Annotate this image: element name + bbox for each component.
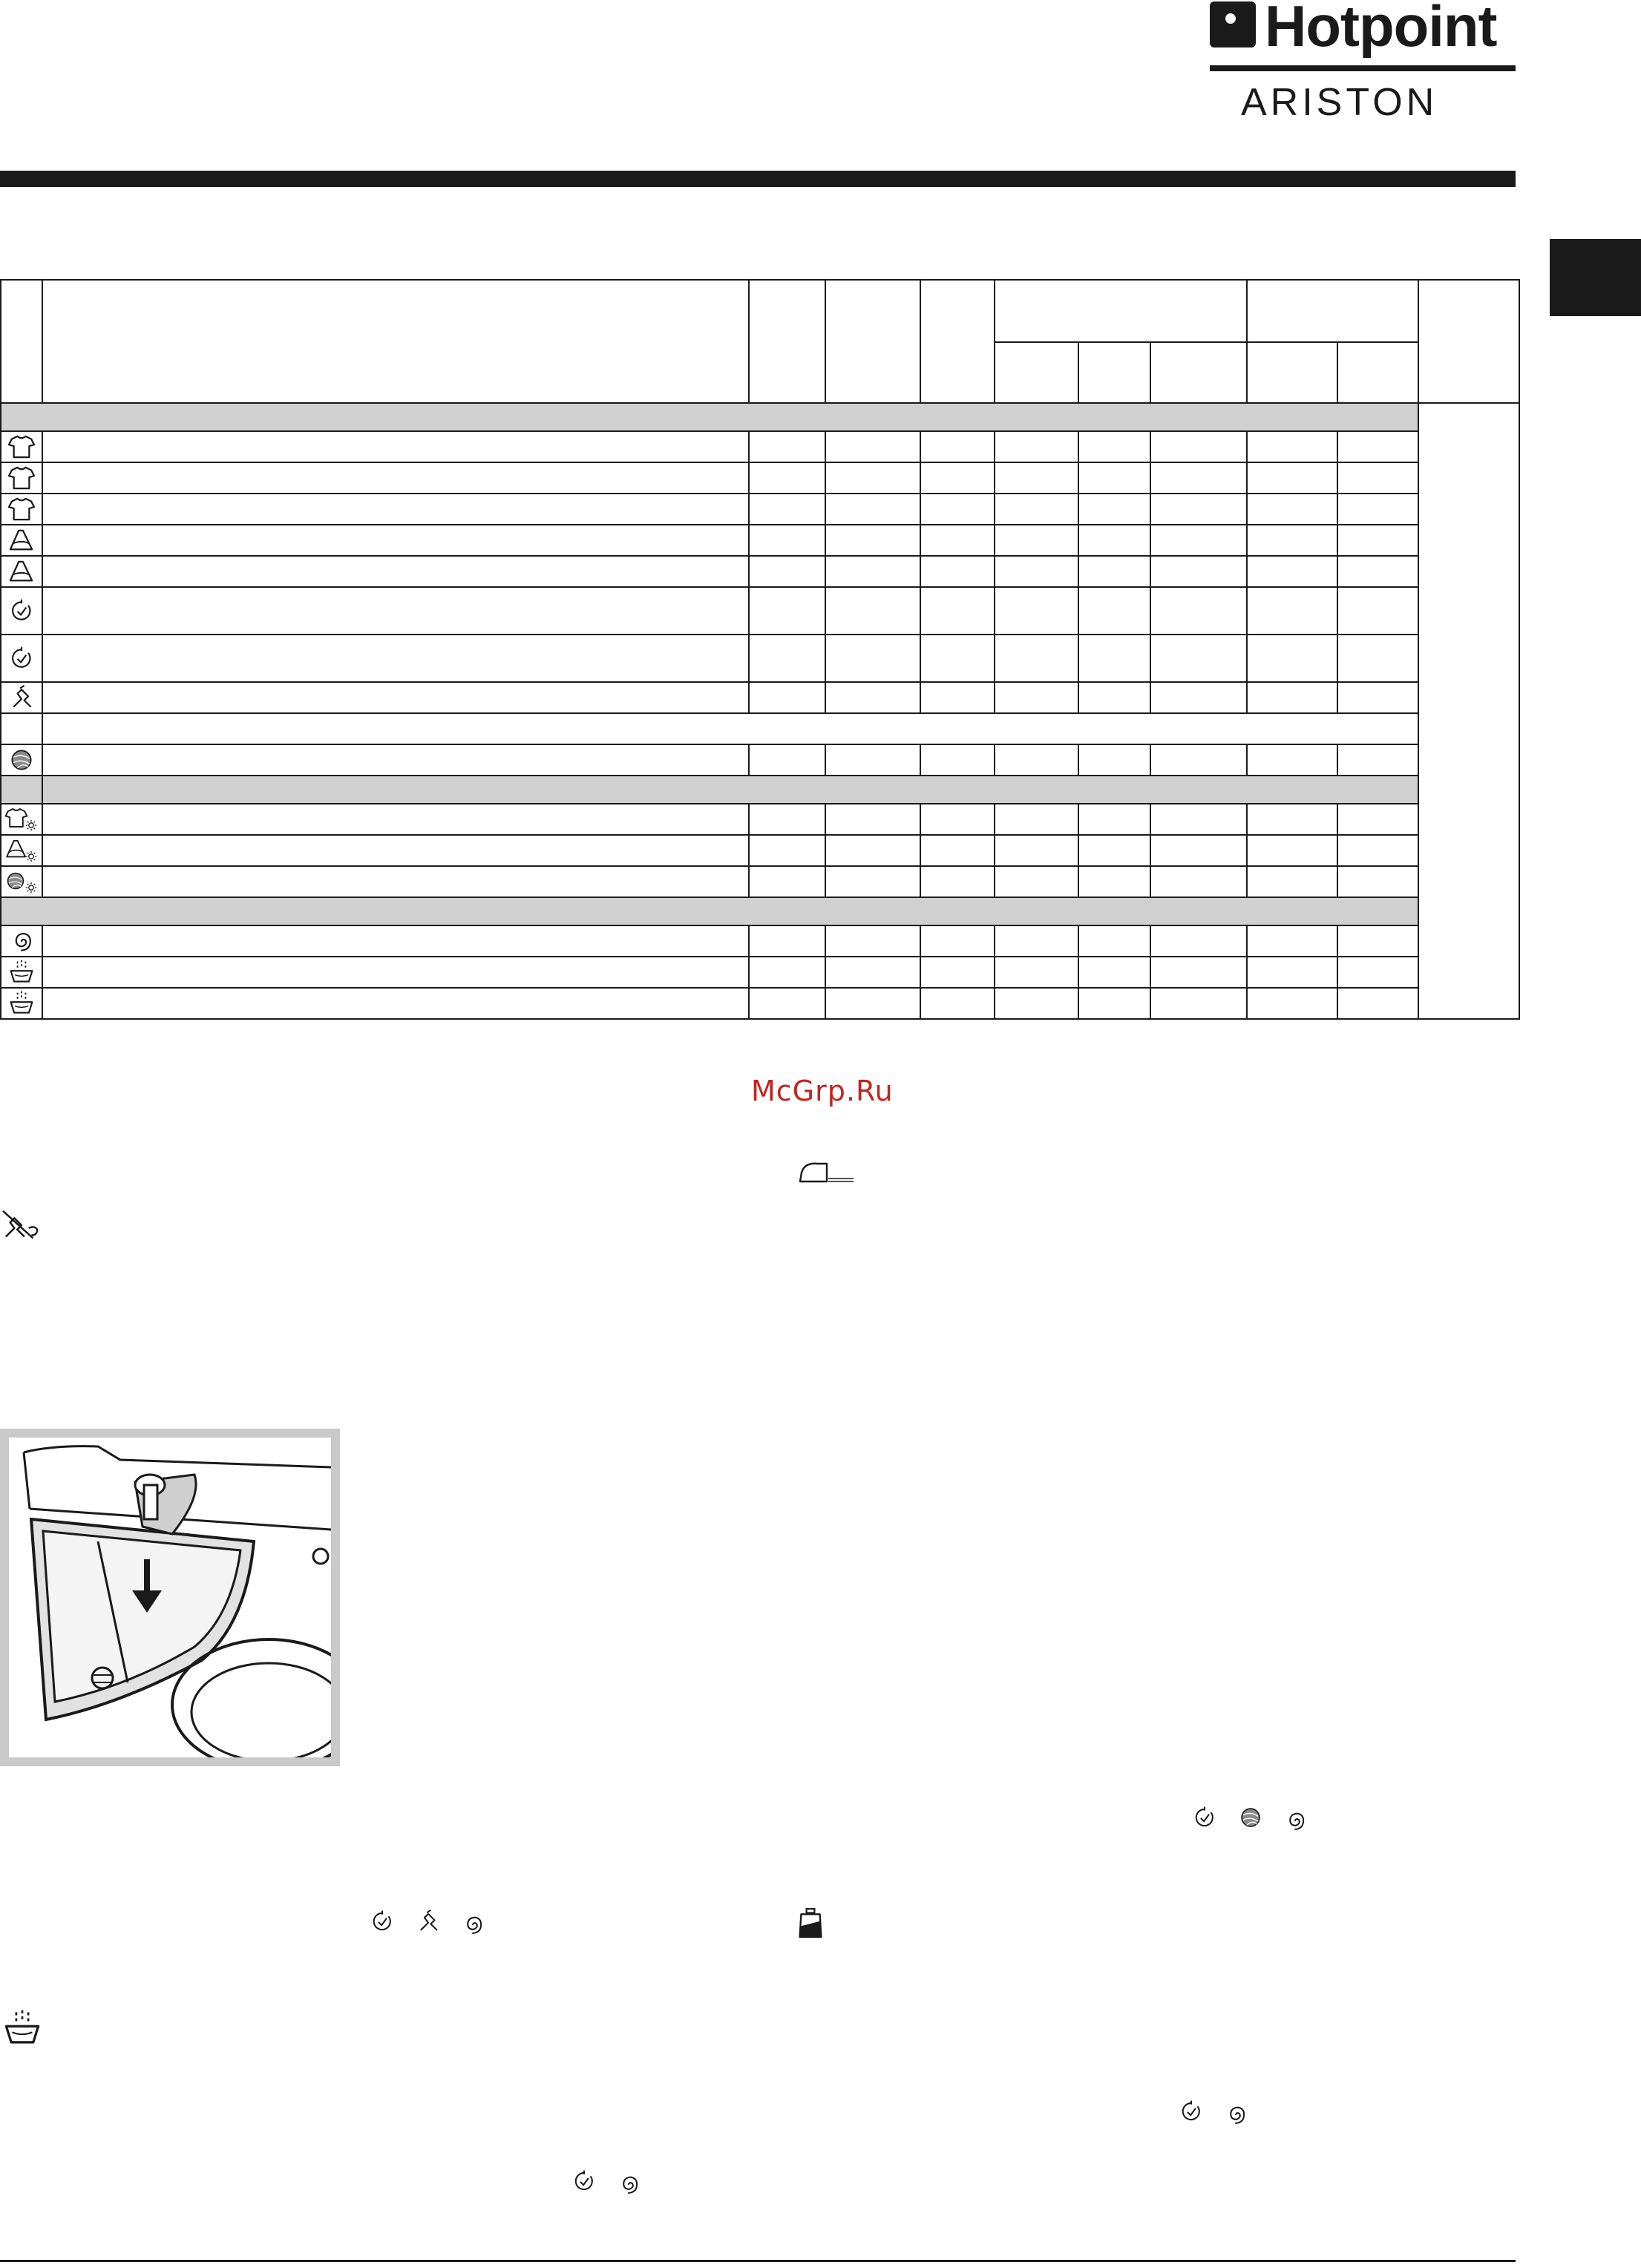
table-row [1,957,1519,988]
header-cell [1337,342,1418,403]
header-cell [1,280,42,403]
tshirt-icon [7,497,36,521]
table-row [1,682,1519,713]
timer-icon [1192,1805,1217,1830]
flask-icon [7,528,36,552]
tub-icon [0,2008,45,2048]
section-band-row [1,897,1519,925]
notes-column [1418,403,1519,1019]
table-row [1,744,1519,776]
spin-icon [460,1912,485,1937]
merged-cell [42,713,1418,744]
language-tab [1550,239,1641,316]
flask-sun-icon [4,837,39,864]
spin-icon [616,2172,641,2197]
wool-ball-icon [1238,1805,1263,1830]
watermark-text: McGrp.Ru [751,1075,894,1107]
header-cell [1418,280,1519,403]
timer-icon [8,597,35,624]
timer-icon [1179,2099,1204,2124]
hand-wash-icon [8,684,35,711]
header-cell [749,280,825,403]
section-band [42,776,1418,804]
section-band [1,897,1418,925]
footer-rule [0,2260,1516,2262]
header-group-cell [1247,280,1418,342]
spin-icon [1283,1808,1308,1833]
header-cell [920,280,995,403]
tub-icon [8,959,35,986]
table-row [1,635,1519,682]
table-row [1,494,1519,525]
programme-table [0,279,1520,1020]
brand-rule [1210,65,1516,71]
table-row [1,431,1519,462]
brand-mark-icon [1210,1,1256,47]
wool-ball-icon [8,747,35,773]
table-row [1,587,1519,635]
table-row [1,988,1519,1019]
header-cell [995,342,1078,403]
table-row [1,556,1519,587]
section-band-icon-cell [1,776,42,804]
section-band-row [1,403,1519,431]
flask-icon [7,560,36,583]
section-band [1,403,1418,431]
header-cell [1150,342,1247,403]
weight-icon [797,1906,824,1940]
table-row [1,804,1519,835]
header-cell [1247,342,1337,403]
spin-icon [1223,2102,1248,2127]
timer-icon [370,1909,395,1934]
tub-icon [8,990,35,1017]
header-cell [42,280,749,403]
tshirt-icon [7,435,36,459]
table-row [1,462,1519,494]
hand-wash-icon [416,1909,441,1934]
no-spin-icon [0,1207,43,1242]
table-header-row [1,280,1519,342]
header-group-cell [995,280,1247,342]
header-cell [1078,342,1150,403]
brand-name: Hotpoint [1265,0,1497,59]
timer-icon [571,2169,597,2194]
wool-sun-icon [4,868,39,895]
header-rule [0,171,1516,187]
timer-icon [8,645,35,672]
brand-sub: ARISTON [1241,81,1438,124]
tshirt-icon [7,466,36,490]
brand-logo [1210,0,1516,126]
table-row [1,525,1519,556]
header-cell [825,280,920,403]
table-row [1,835,1519,866]
table-row [1,925,1519,957]
table-row [1,713,1519,744]
tshirt-sun-icon [4,806,39,833]
spin-icon [8,928,35,954]
iron-icon [796,1158,855,1187]
table-row [1,866,1519,897]
dispenser-illustration [0,1429,340,1766]
section-band-row [1,776,1519,804]
